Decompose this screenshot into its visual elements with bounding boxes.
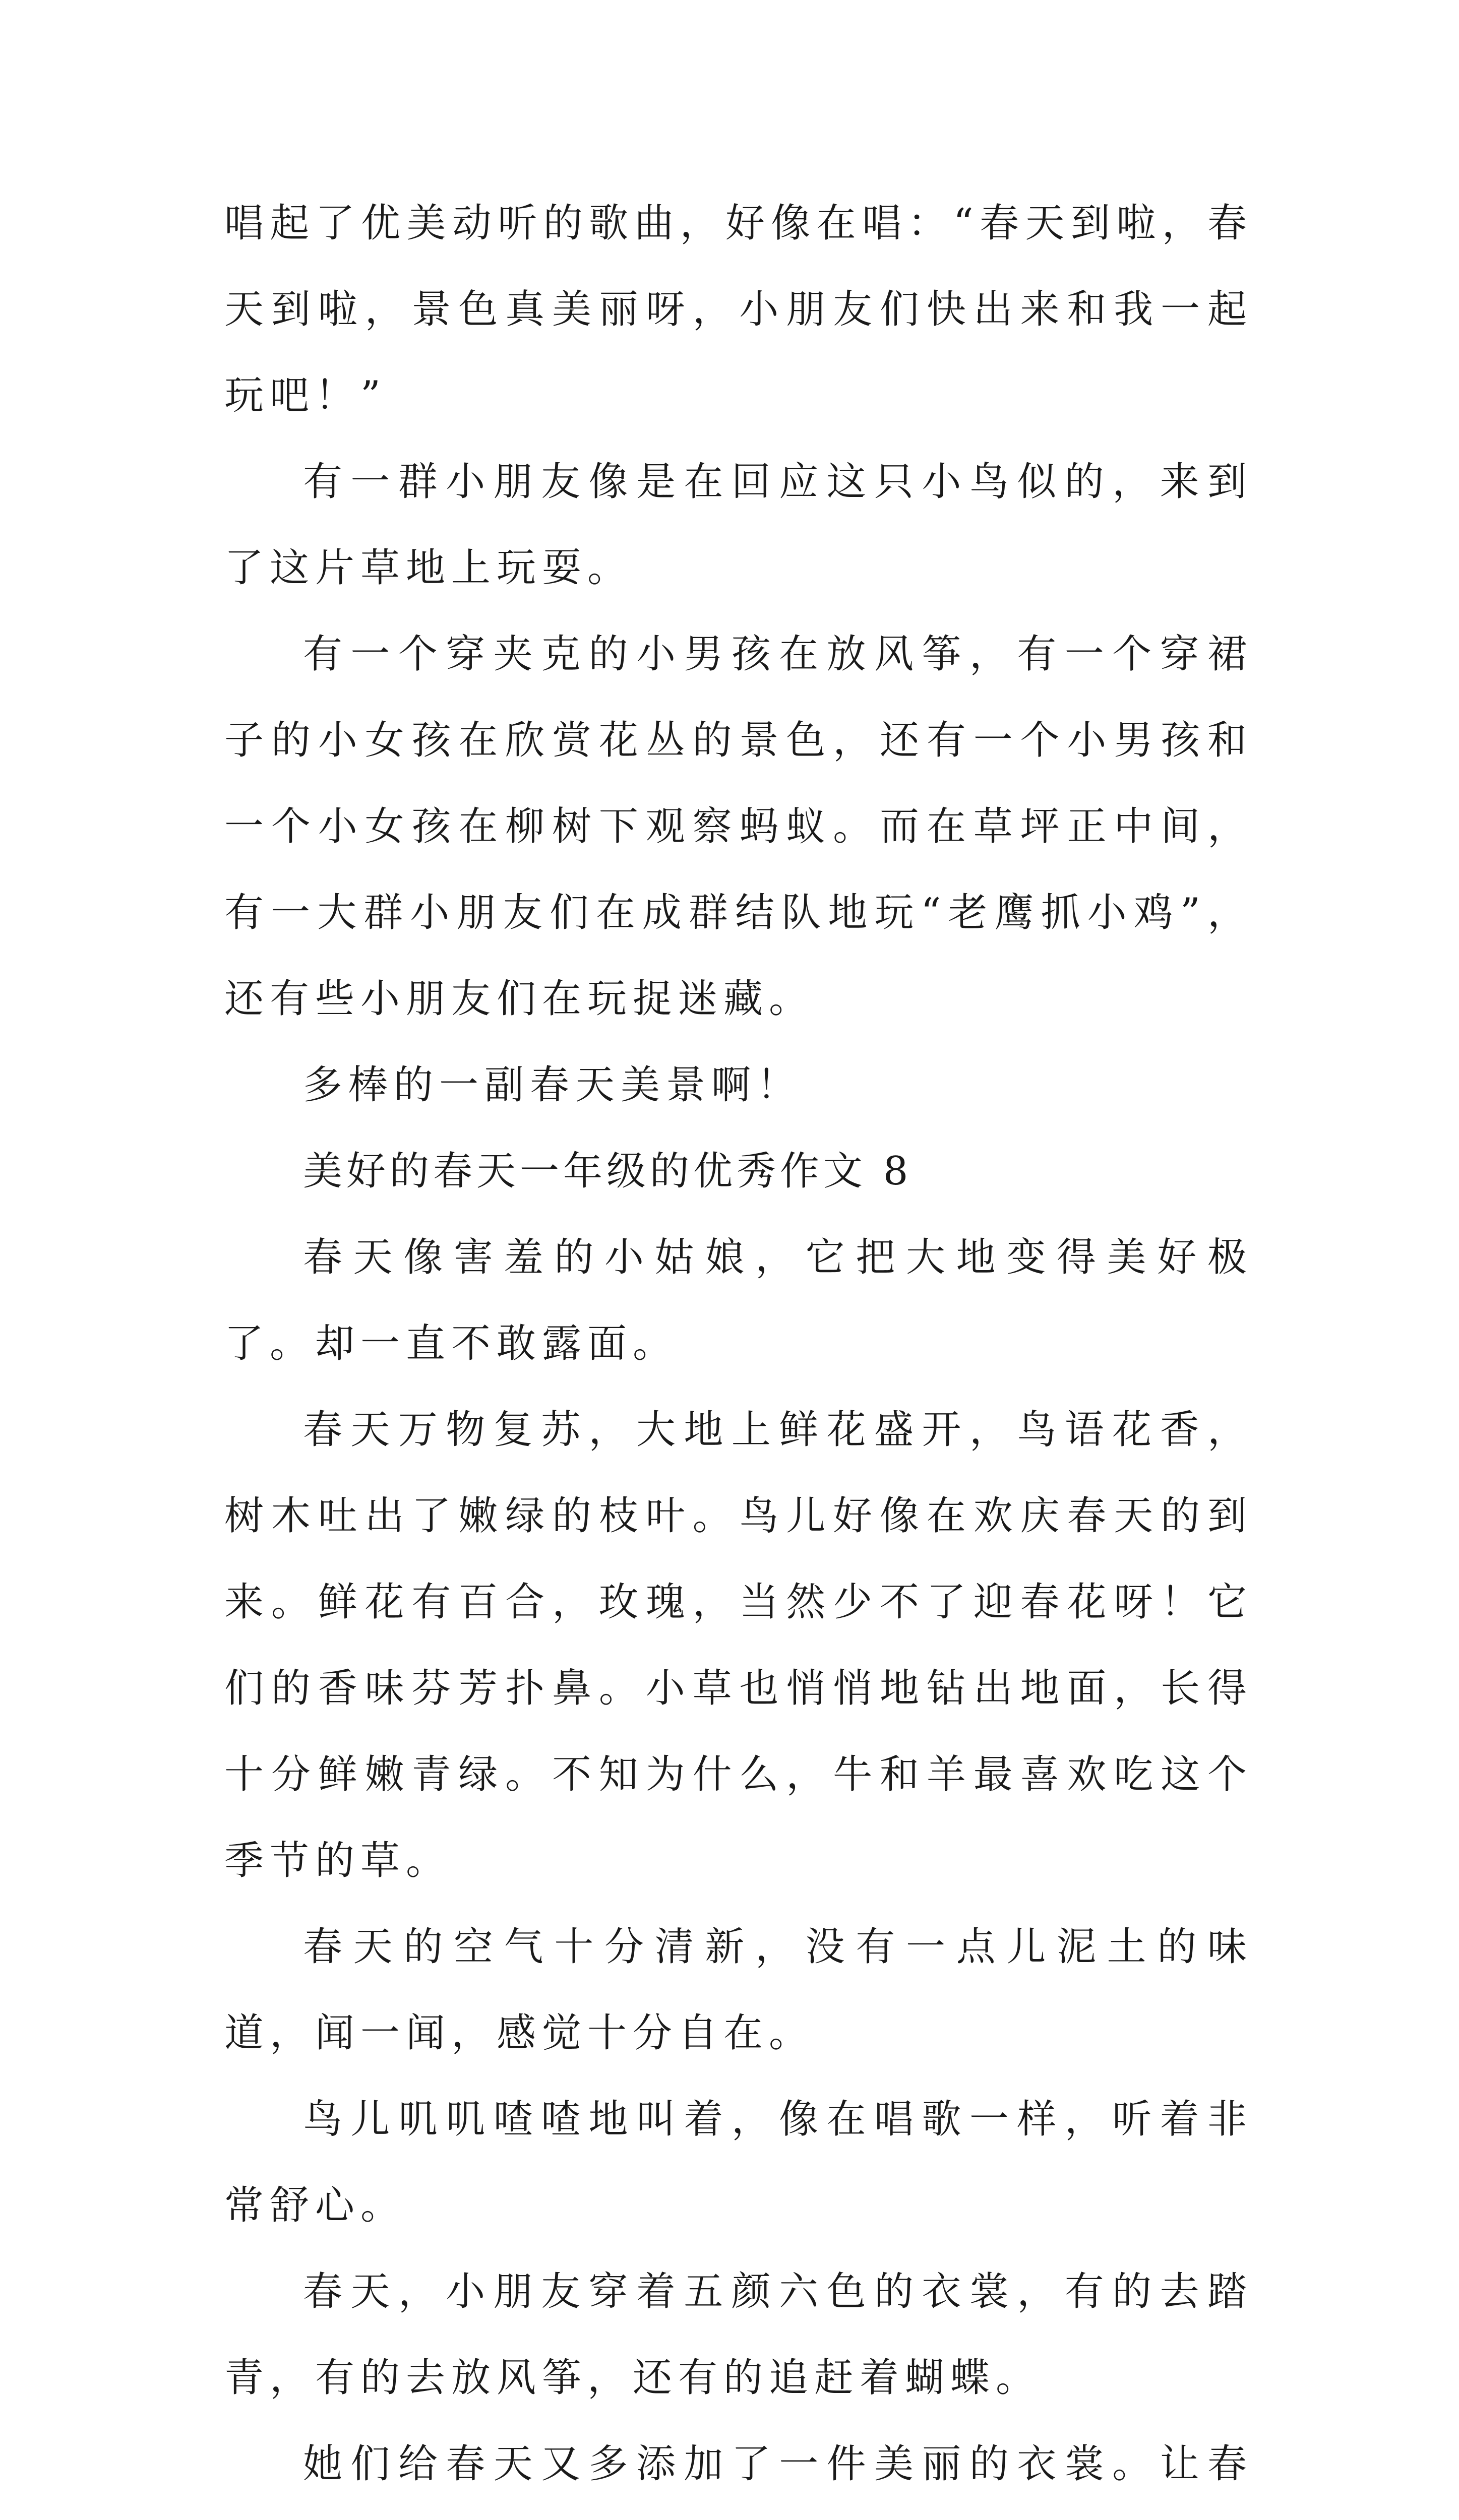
paragraph-9: 鸟儿叽叽喳喳地叫着，像在唱歌一样，听着非常舒心。: [224, 2097, 1253, 2228]
paragraph-10: 春天，小朋友穿着五颜六色的衣裳，有的去踏青，有的去放风筝，还有的追赶着蝴蝶。: [224, 2269, 1253, 2401]
paragraph-11: 她们给春天又多添加了一件美丽的衣裳。让春: [303, 2441, 1253, 2487]
paragraph-3: 有一个穿夹克的小男孩在放风筝，有一个穿裙子的小女孩在欣赏花丛的景色，还有一个小男孩和一个小女孩在柳树下观察蚂蚁。而在草坪正中间，有一大群小朋友们在成群结队地玩“老鹰抓小鸡”，还有些小朋友们在玩捉迷藏。: [224, 632, 1253, 1022]
essay-heading: 美好的春天一年级的优秀作文 8: [303, 1149, 913, 1194]
paragraph-4: 多棒的一副春天美景啊！: [303, 1062, 803, 1108]
paragraph-1: 唱起了优美动听的歌曲，好像在唱：“春天到啦，春天到啦，景色真美丽呀，小朋友们快出来和我一起玩吧！”: [224, 201, 1253, 418]
paragraph-7: 春天万物复苏，大地上鲜花盛开，鸟语花香，树木吐出了嫩绿的枝叶。鸟儿好像在欢庆春天的到来。鲜花有百合，玫瑰，当然少不了迎春花呀！它们的香味芬芳扑鼻。小草也悄悄地钻出地面，长得十分鲜嫩青绿。不知为什么，牛和羊最喜欢吃这个季节的草。: [224, 1407, 1253, 1883]
paragraph-6: 春天像害羞的小姑娘，它把大地变得美好极了。却一直不敢露面。: [224, 1235, 1253, 1366]
document-body: [224, 180, 1253, 2520]
paragraph-2: 有一群小朋友像是在回应这只小鸟似的，来到了这片草地上玩耍。: [224, 459, 1253, 591]
paragraph-8: 春天的空气十分清新，没有一点儿泥土的味道，闻一闻，感觉十分自在。: [224, 1924, 1253, 2056]
